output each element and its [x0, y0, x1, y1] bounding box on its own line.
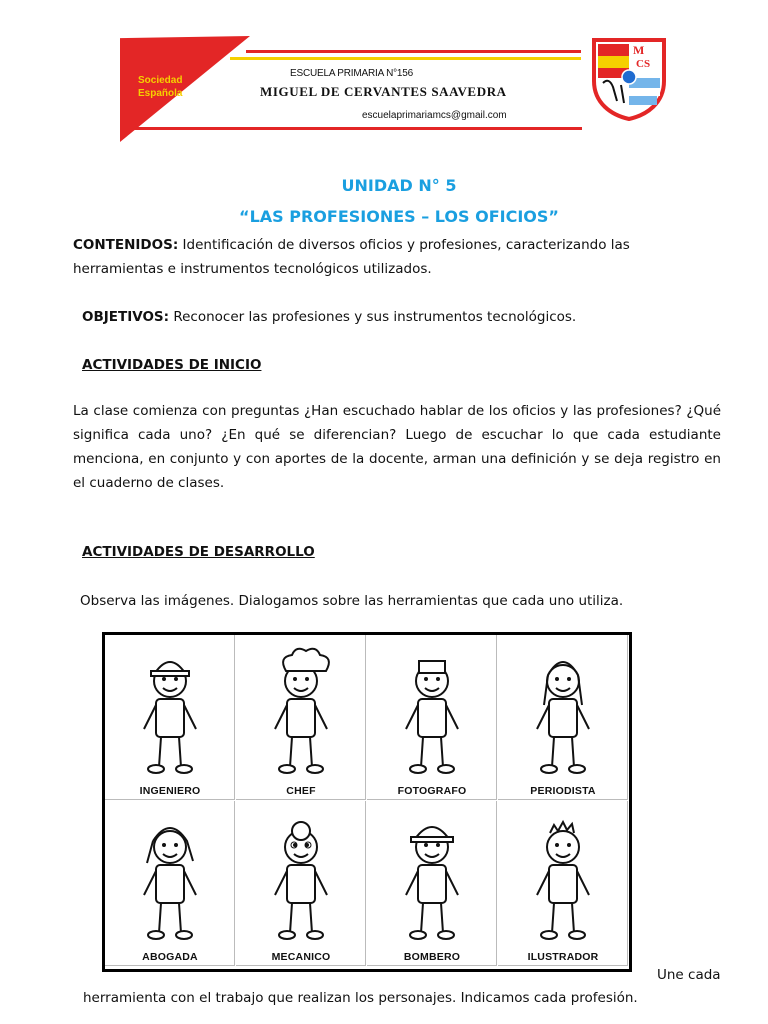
header-yellow-line: [230, 57, 581, 60]
profession-label: ILUSTRADOR: [527, 951, 599, 963]
profession-cell: [236, 635, 366, 800]
profession-cell: [236, 801, 366, 966]
school-number: ESCUELA PRIMARIA N°156: [290, 68, 413, 79]
profession-cell: [367, 635, 497, 800]
inicio-heading: ACTIVIDADES DE INICIO: [82, 357, 262, 373]
inicio-paragraph: La clase comienza con preguntas ¿Han escuchado hablar de los oficios y las profesiones? ¿Qué significa cada uno? ¿En qué se diferencian? Luego de escuchar lo que cada estudiante menciona, en conjunto y con aportes de la docente, arman una definición y se deja registro en el cuaderno de clases.: [73, 403, 721, 491]
shield-letters: M: [633, 43, 645, 57]
school-header: [120, 36, 668, 146]
profession-cell: [498, 635, 628, 800]
cartoon-figure-icon: [387, 807, 477, 947]
profession-cell: [498, 801, 628, 966]
objetivos-paragraph: [82, 305, 730, 329]
profession-label: ABOGADA: [142, 951, 198, 963]
profession-label: BOMBERO: [403, 951, 461, 963]
closing-text-2: herramienta con el trabajo que realizan los personajes. Indicamos cada profesión.: [83, 990, 638, 1006]
contenidos-paragraph: [73, 233, 721, 281]
objetivos-label: OBJETIVOS:: [82, 309, 170, 325]
header-red-line: [246, 50, 581, 53]
svg-text:CS: CS: [636, 58, 651, 70]
cartoon-figure-icon: [256, 641, 346, 781]
profession-label: CHEF: [286, 785, 316, 797]
cartoon-figure-icon: [256, 807, 346, 947]
profession-cell: [105, 801, 235, 966]
professions-grid: [102, 632, 632, 972]
profession-label: MECANICO: [271, 951, 331, 963]
cartoon-figure-icon: [518, 807, 608, 947]
contenidos-text: Identificación de diversos oficios y profesiones, caracterizando las herramientas e instrumentos tecnológicos utilizados.: [73, 237, 630, 277]
cartoon-figure-icon: [387, 641, 477, 781]
school-shield-icon: [591, 37, 667, 121]
contenidos-label: CONTENIDOS:: [73, 237, 179, 253]
school-email: escuelaprimariamcs@gmail.com: [362, 110, 507, 121]
desarrollo-intro: Observa las imágenes. Dialogamos sobre las herramientas que cada uno utiliza.: [80, 593, 624, 609]
profession-cell: [367, 801, 497, 966]
header-bottom-red-line: [120, 127, 582, 130]
objetivos-text: Reconocer las profesiones y sus instrumentos tecnológicos.: [169, 309, 577, 325]
desarrollo-heading: ACTIVIDADES DE DESARROLLO: [82, 544, 315, 560]
profession-label: INGENIERO: [139, 785, 201, 797]
profession-label: FOTOGRAFO: [397, 785, 467, 797]
unit-title: “LAS PROFESIONES – LOS OFICIOS”: [239, 207, 559, 226]
cartoon-figure-icon: [518, 641, 608, 781]
cartoon-figure-icon: [125, 641, 215, 781]
closing-text-1: Une cada: [657, 967, 721, 983]
cartoon-figure-icon: [125, 807, 215, 947]
profession-label: PERIODISTA: [530, 785, 596, 797]
profession-cell: [105, 635, 235, 800]
school-name: MIGUEL DE CERVANTES SAAVEDRA: [260, 84, 507, 99]
unit-number: UNIDAD N° 5: [341, 176, 457, 195]
society-label: Sociedad Española: [138, 75, 183, 99]
